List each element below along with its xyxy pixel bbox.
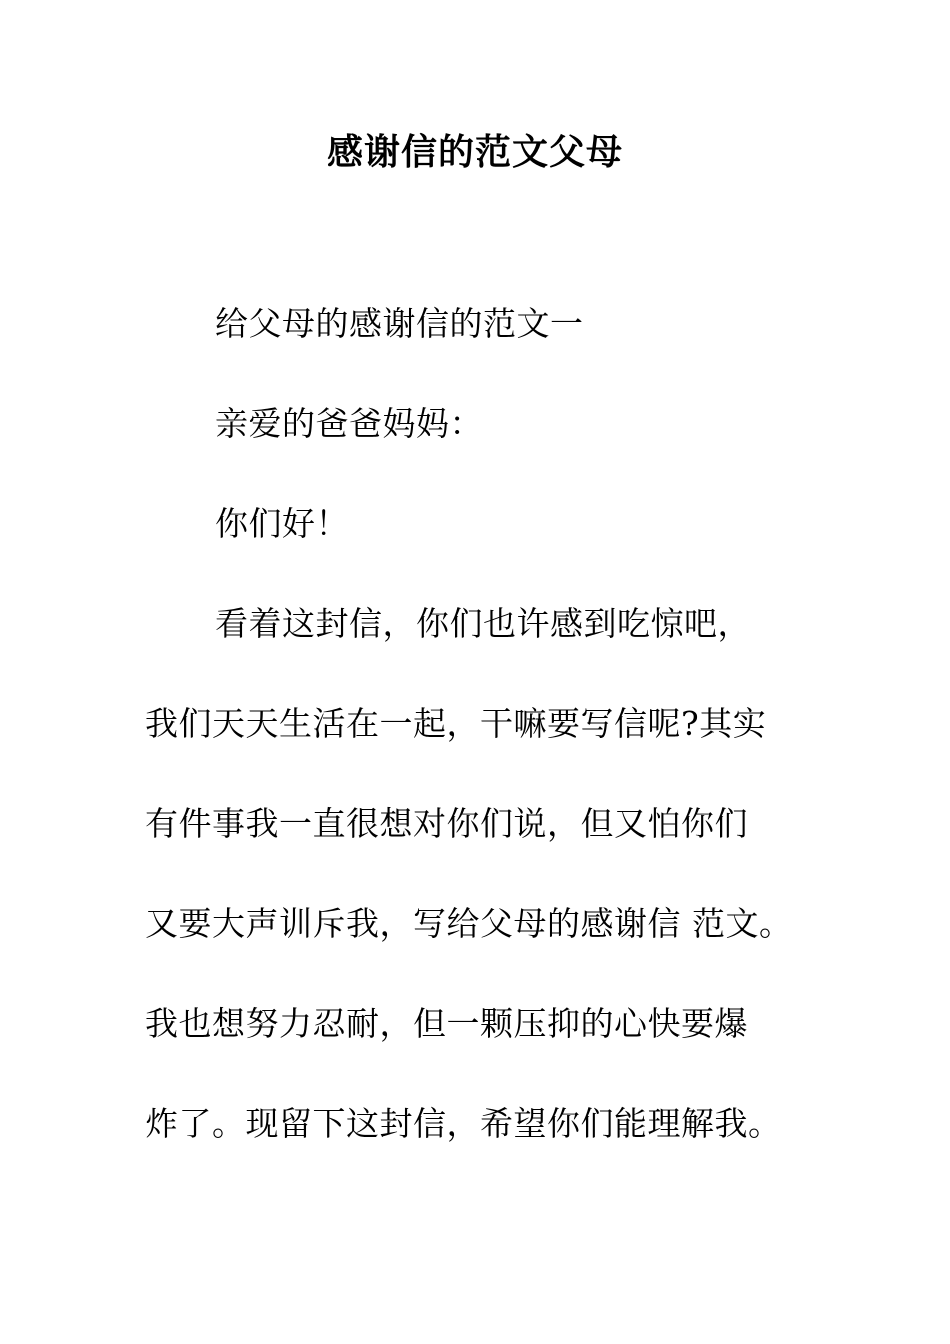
greeting-line: 你们好！	[215, 504, 349, 543]
body-line: 有件事我一直很想对你们说，但又怕你们	[145, 804, 748, 843]
letter-heading-line: 给父母的感谢信的范文一	[215, 304, 584, 343]
body-line: 看着这封信，你们也许感到吃惊吧，	[215, 604, 751, 643]
body-line: 我们天天生活在一起，干嘛要写信呢?其实	[145, 704, 767, 743]
body-line: 炸了。现留下这封信，希望你们能理解我。	[145, 1104, 782, 1143]
document-title: 感谢信的范文父母	[326, 132, 623, 173]
salutation-line: 亲爱的爸爸妈妈：	[215, 404, 483, 443]
body-line: 我也想努力忍耐，但一颗压抑的心快要爆	[145, 1004, 748, 1043]
body-line: 又要大声训斥我，写给父母的感谢信 范文。	[145, 904, 793, 943]
